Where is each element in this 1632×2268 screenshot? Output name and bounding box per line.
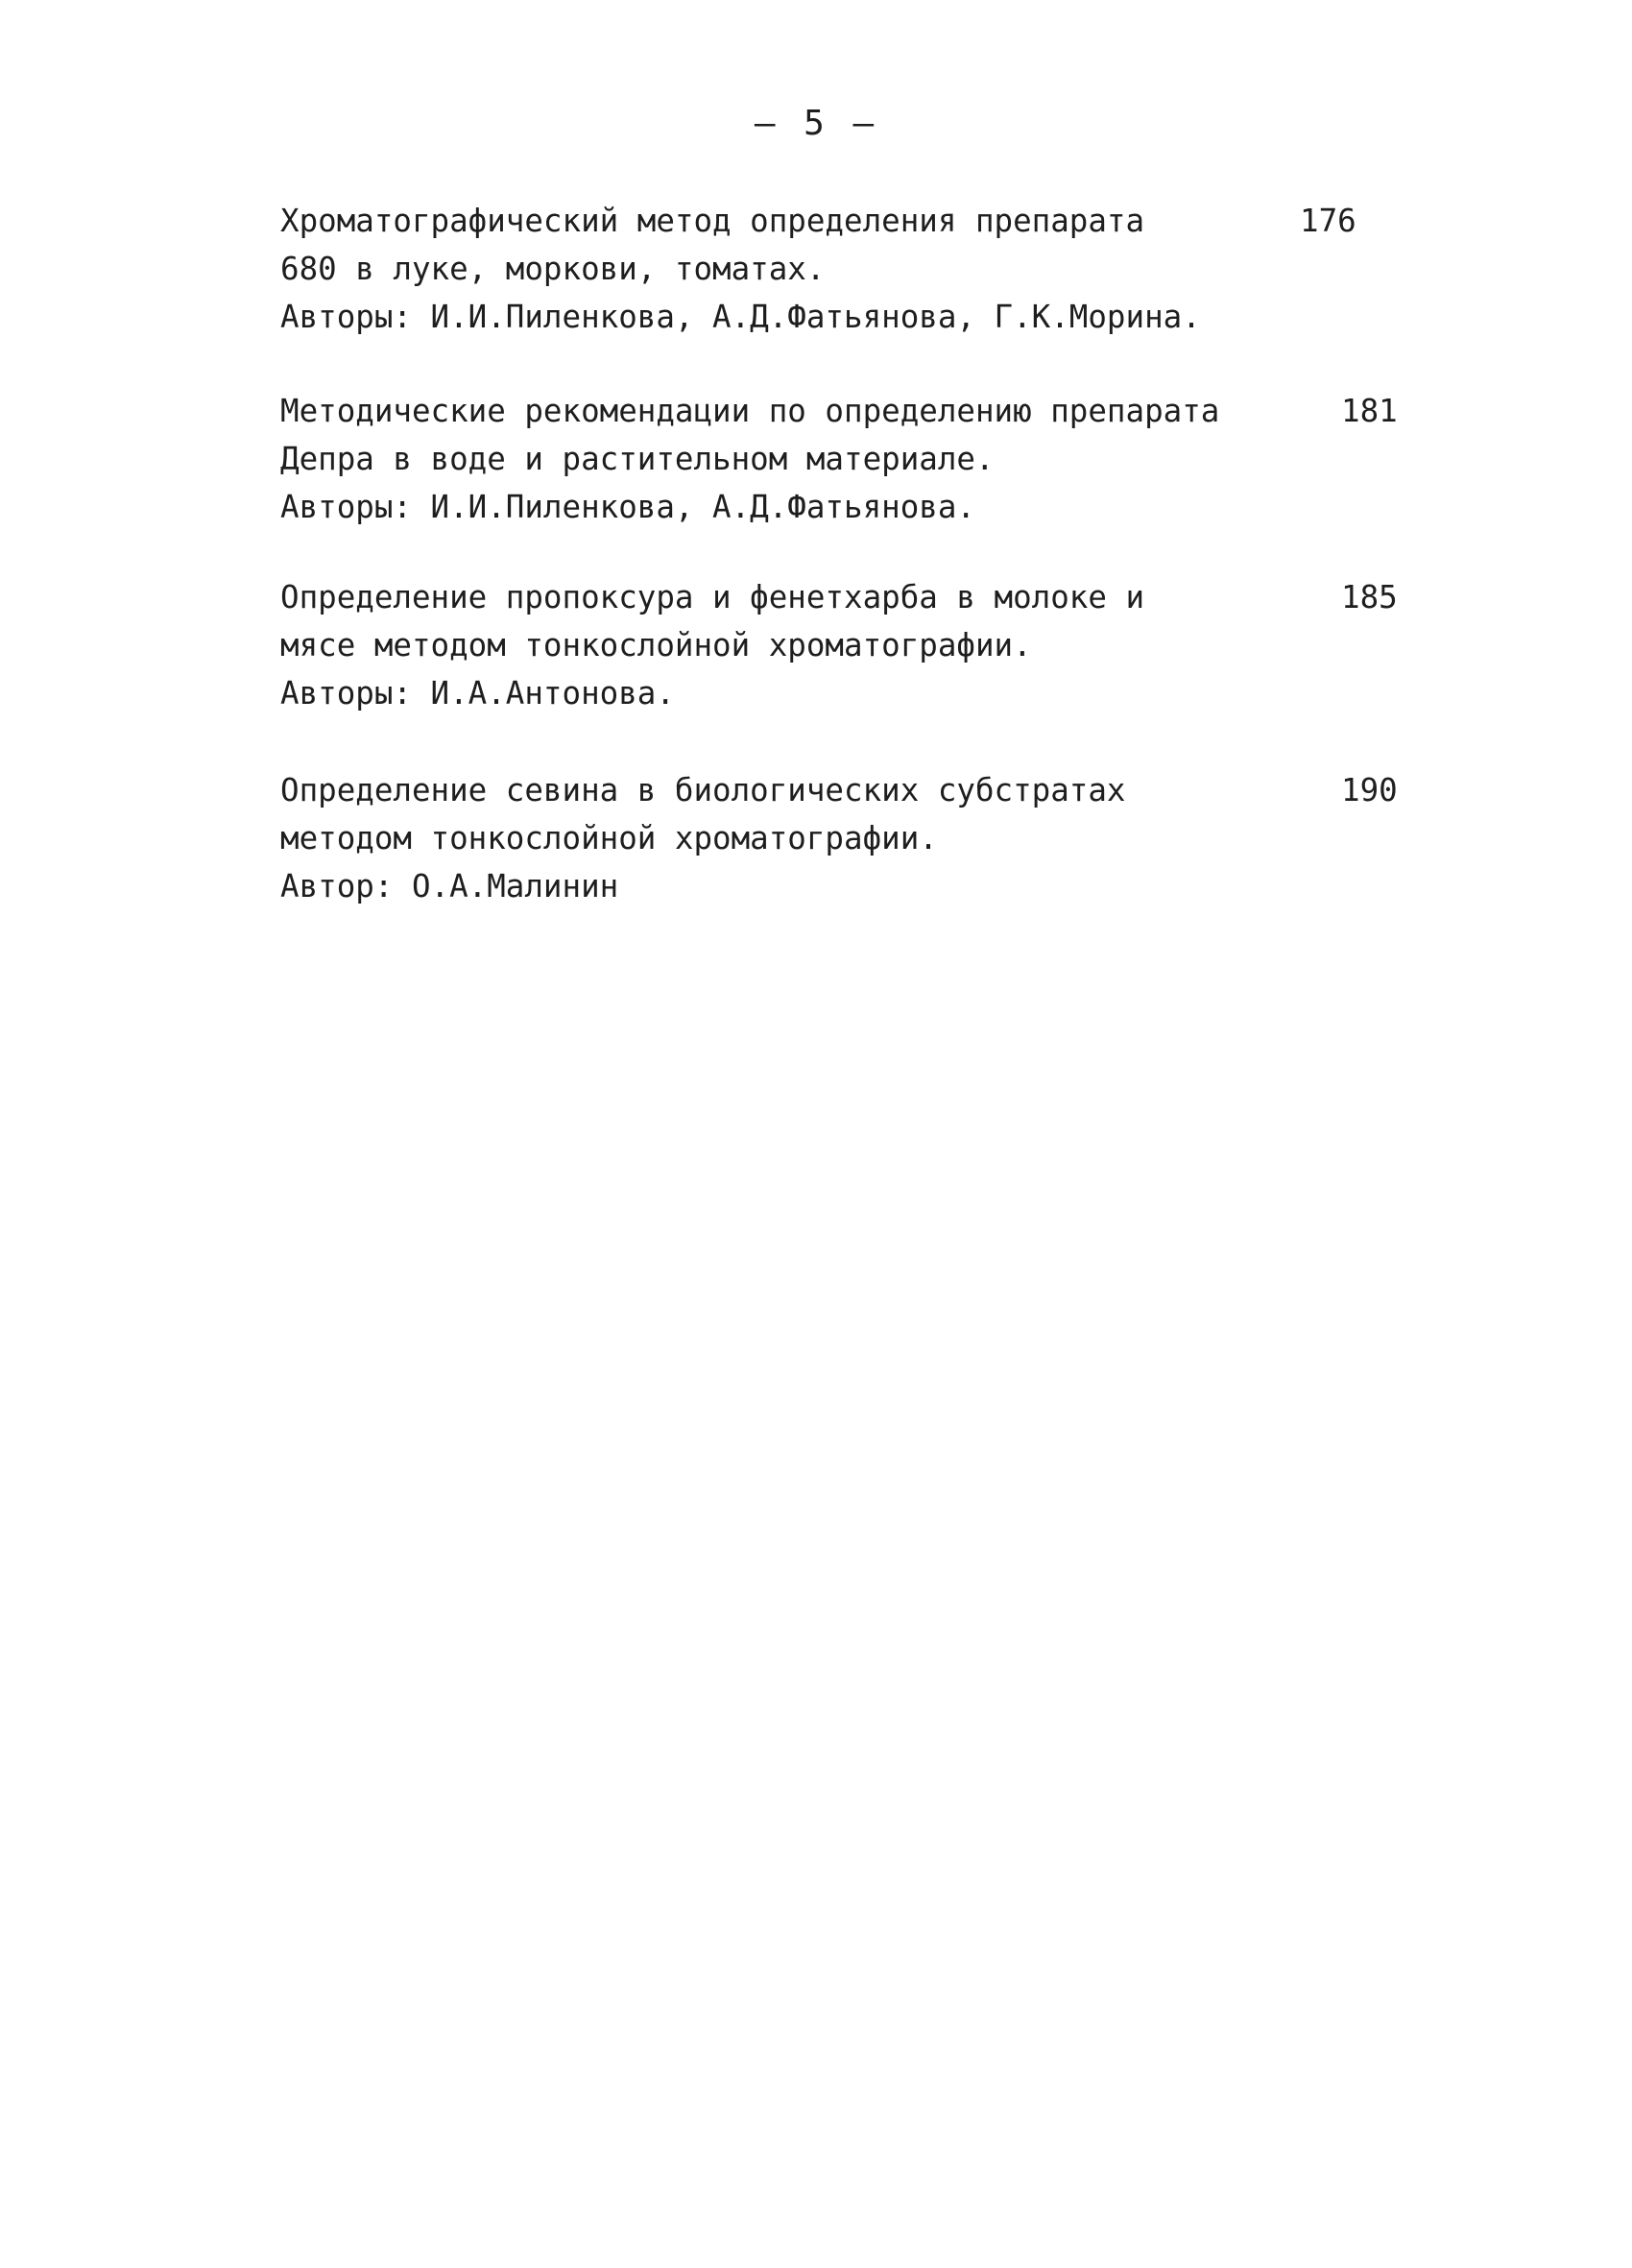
- entry-authors: Авторы: И.И.Пиленкова, А.Д.Фатьянова.: [280, 489, 975, 525]
- entry-title-line: 680 в луке, моркови, томатах.: [280, 251, 826, 287]
- entry-page-number: 185: [1341, 579, 1398, 615]
- entry-title-line: Определение севина в биологических субстратах: [280, 772, 1126, 808]
- toc-entry: [280, 573, 1413, 717]
- toc-entry: [280, 766, 1413, 910]
- entry-title-line: мясе методом тонкослойной хроматографии.: [280, 627, 1032, 664]
- entry-authors: Авторы: И.А.Антонова.: [280, 675, 675, 712]
- entry-title-line: Депра в воде и растительном материале.: [280, 441, 995, 477]
- toc-entry: [280, 197, 1413, 341]
- entry-title-line: Хроматографический метод определения препарата: [280, 203, 1145, 239]
- entry-title-line: Методические рекомендации по определению препарата: [280, 393, 1220, 429]
- entry-authors: Автор: О.А.Малинин: [280, 868, 619, 905]
- entry-title-line: методом тонкослойной хроматографии.: [280, 820, 938, 857]
- entry-authors: Авторы: И.И.Пиленкова, А.Д.Фатьянова, Г.К.Морина.: [280, 299, 1201, 335]
- entry-page-number: 176: [1300, 203, 1356, 239]
- page-number: – 5 –: [754, 104, 878, 143]
- entry-page-number: 190: [1341, 772, 1398, 808]
- entry-page-number: 181: [1341, 393, 1398, 429]
- toc-entry: [280, 387, 1413, 531]
- entry-title-line: Определение пропоксура и фенетхарба в молоке и: [280, 579, 1145, 615]
